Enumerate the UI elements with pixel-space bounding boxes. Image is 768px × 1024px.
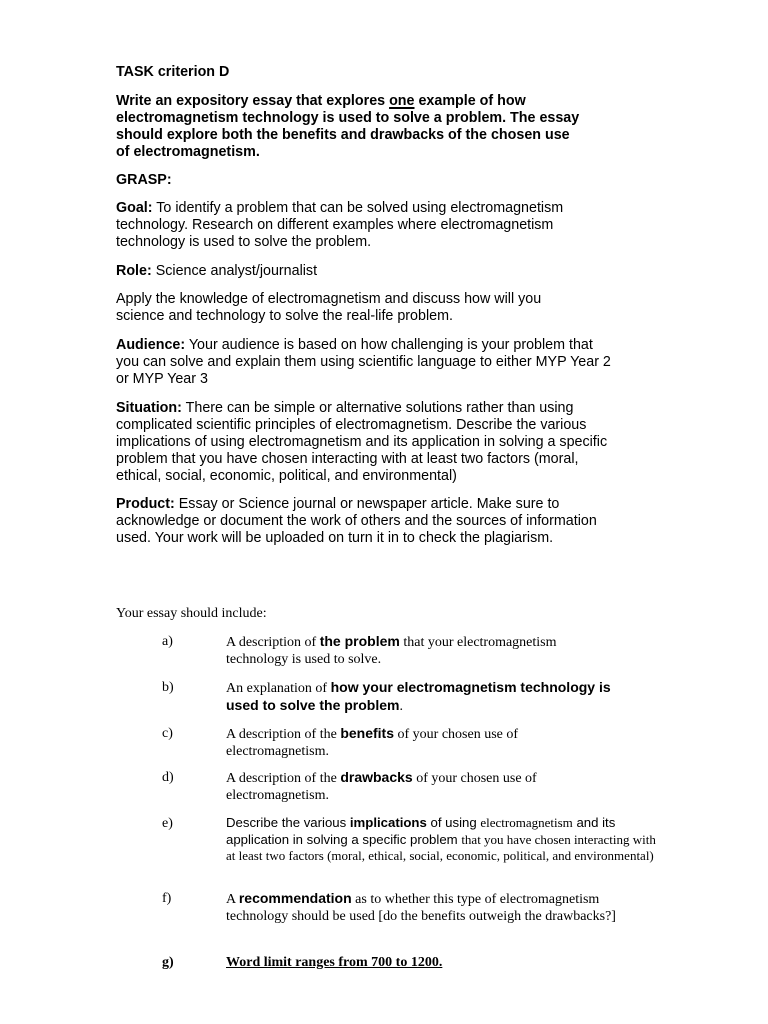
item-d-bold: drawbacks <box>340 769 413 785</box>
list-letter-c: c) <box>162 726 173 741</box>
item-e-bold: implications <box>349 815 427 830</box>
item-a-post: that your electromagnetism technology is used to solve. <box>226 635 557 667</box>
list-body-b <box>226 679 646 715</box>
item-e-pre: Describe the various <box>226 815 350 830</box>
list-body-e <box>226 815 656 865</box>
goal-text: To identify a problem that can be solved using electromagnetism technology. Research on different examples where electromagnetism technology is used to solve the problem. <box>116 200 564 250</box>
list-letter-e: e) <box>162 816 173 831</box>
instruction-part2: example of how electromagnetism technology is used to solve a problem. The essay should explore both the benefits and drawbacks of the chosen use of electromagnetism. <box>116 93 580 160</box>
role-paragraph <box>116 263 636 280</box>
item-f-post: as to whether this type of electromagnetism technology should be used [do the benefits outweigh the drawbacks?] <box>226 892 616 924</box>
role-text: Science analyst/journalist <box>151 263 318 279</box>
role-label: Role: <box>116 263 152 279</box>
item-c-bold: benefits <box>340 725 394 741</box>
audience-paragraph <box>116 337 611 388</box>
apply-paragraph: Apply the knowledge of electromagnetism and discuss how will you science and technology to solve the real-life problem. <box>116 291 542 324</box>
item-c-post: of your chosen use of electromagnetism. <box>226 727 519 759</box>
list-body-d <box>226 769 591 804</box>
situation-paragraph <box>116 400 626 485</box>
item-e-mid1: of using <box>426 815 481 830</box>
instruction-emphasis: one <box>389 93 415 109</box>
goal-paragraph <box>116 200 611 251</box>
item-a-bold: the problem <box>319 633 400 649</box>
item-e-mid2: electromagnetism <box>480 815 573 830</box>
list-letter-b: b) <box>162 680 174 695</box>
item-e-post: that you have chosen interacting with at least two factors (moral, ethical, social, economic, political, and environmental) <box>226 831 656 863</box>
item-f-pre: A <box>226 892 239 907</box>
include-heading: Your essay should include: <box>116 606 267 621</box>
item-b-post: . <box>399 699 403 714</box>
item-b-bold: how your electromagnetism technology is used to solve the problem <box>226 679 611 713</box>
product-label: Product: <box>116 496 175 512</box>
item-f-bold: recommendation <box>238 890 352 906</box>
list-body-f <box>226 890 651 925</box>
item-d-pre: A description of the <box>226 771 341 786</box>
item-e-mid3: and its application in solving a specific problem <box>226 815 616 847</box>
word-limit: Word limit ranges from 700 to 1200. <box>226 955 443 970</box>
list-letter-f: f) <box>162 891 172 906</box>
list-letter-a: a) <box>162 634 173 649</box>
audience-label: Audience: <box>116 337 186 353</box>
product-paragraph <box>116 496 606 547</box>
list-letter-g: g) <box>162 955 174 970</box>
item-b-pre: An explanation of <box>226 681 331 696</box>
list-body-c <box>226 725 571 760</box>
product-text: Essay or Science journal or newspaper article. Make sure to acknowledge or document the work of others and the sources of information used. Your work will be uploaded on turn it in to check the plagiarism. <box>116 496 597 546</box>
list-letter-d: d) <box>162 770 174 785</box>
task-title: TASK criterion D <box>116 64 230 80</box>
situation-text: There can be simple or alternative solutions rather than using complicated scientific principles of electromagnetism. Describe the various implications of using electromagnetism and its application in solving a specific problem that you have chosen interacting with at least two factors (moral, ethical, social, economic, political, and environmental) <box>116 400 608 484</box>
situation-label: Situation: <box>116 400 182 416</box>
item-d-post: of your chosen use of electromagnetism. <box>226 771 537 803</box>
instruction-part1: Write an expository essay that explores <box>116 93 390 109</box>
item-a-pre: A description of <box>226 635 320 650</box>
audience-text: Your audience is based on how challenging is your problem that you can solve and explain them using scientific language to either MYP Year 2 or MYP Year 3 <box>116 337 611 387</box>
instruction-paragraph <box>116 93 586 161</box>
goal-label: Goal: <box>116 200 153 216</box>
list-body-a <box>226 633 606 668</box>
item-c-pre: A description of the <box>226 727 341 742</box>
grasp-heading: GRASP: <box>116 172 172 188</box>
